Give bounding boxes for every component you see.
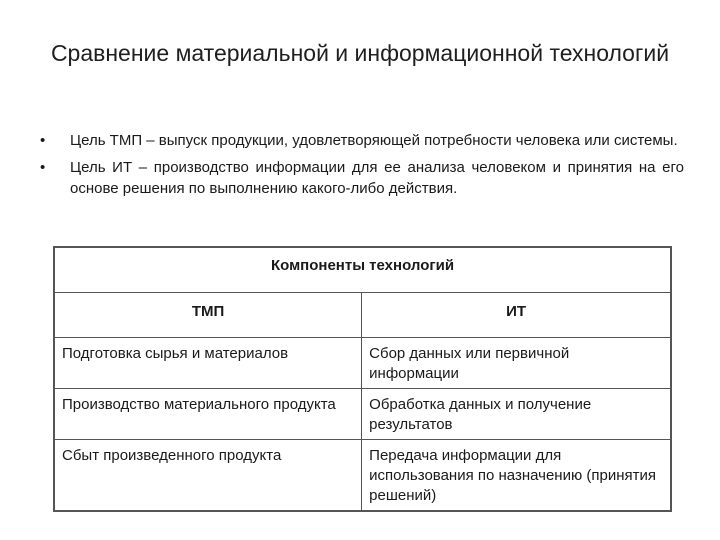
bullet-dot-icon: • (40, 159, 46, 176)
table-caption-row (54, 247, 671, 292)
bullet-text: Цель ИТ – производство информации для ее анализа человеком и принятия на его основе решения по выполнению какого-либо действия. (70, 159, 684, 197)
column-header-it: ИТ (362, 292, 671, 337)
table-caption: Компоненты технологий (54, 247, 671, 292)
slide-title: Сравнение материальной и информационной технологий (50, 40, 670, 66)
table-row (54, 388, 671, 439)
components-table (53, 246, 672, 512)
table-cell: Подготовка сырья и материалов (54, 337, 362, 388)
table-cell: Производство материального продукта (54, 388, 362, 439)
table-cell: Сбыт произведенного продукта (54, 439, 362, 511)
bullet-item (40, 130, 684, 151)
bullet-text: Цель ТМП – выпуск продукции, удовлетворяющей потребности человека или системы. (70, 132, 678, 149)
bullet-item (40, 157, 684, 199)
table-cell: Обработка данных и получение результатов (362, 388, 671, 439)
table-row (54, 439, 671, 511)
table-row (54, 337, 671, 388)
table-cell: Сбор данных или первичной информации (362, 337, 671, 388)
column-header-tmp: ТМП (54, 292, 362, 337)
bullet-list (40, 130, 684, 205)
table-cell: Передача информации для использования по назначению (принятия решений) (362, 439, 671, 511)
bullet-dot-icon: • (40, 132, 46, 149)
table-header-row (54, 292, 671, 337)
